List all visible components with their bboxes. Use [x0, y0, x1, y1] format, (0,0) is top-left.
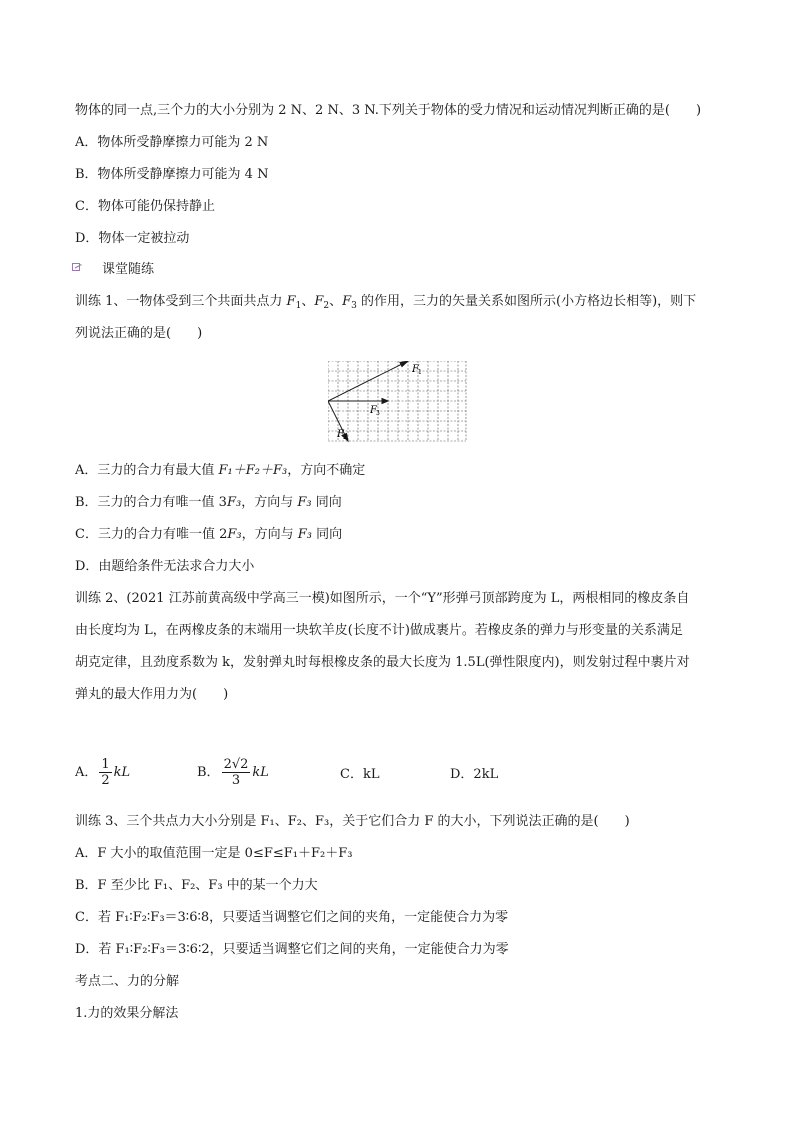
label-f2-sub: 2 [343, 434, 347, 441]
t2-option-c: C．kL [340, 767, 380, 782]
t3-stem: 训练 3、三个共点力大小分别是 F₁、F₂、F₃，关于它们合力 F 的大小，下列说法正确的是( ) [75, 814, 630, 829]
fraction-half: $\frac{1}{2}$ [101, 757, 110, 788]
t2-option-b: B． $\frac{2√2}{3}$ kL [197, 757, 269, 788]
fraction-two-root-two-thirds: $\frac{2√2}{3}$ [223, 757, 249, 788]
t1-option-b: B．三力的合力有唯一值 3F₃，方向与 F₃ 同向 [75, 495, 342, 510]
label-f2: F [337, 429, 344, 440]
label-f3-sub: 3 [376, 410, 380, 417]
t3-option-a: A．F 大小的取值范围一定是 0≤F≤F₁＋F₂＋F₃ [75, 846, 353, 861]
option-b: B．物体所受静摩擦力可能为 4 N [75, 167, 269, 182]
force-grid-figure [328, 361, 468, 443]
t1-stem-line2: 列说法正确的是( ) [75, 326, 203, 341]
t2-stem-line3: 胡克定律，且劲度系数为 k，发射弹丸时每根橡皮条的最大长度为 1.5L(弹性限度内)，则发射过程中裹片对 [75, 655, 690, 670]
question-stem: 物体的同一点,三个力的大小分别为 2 N、2 N、3 N.下列关于物体的受力情况和运动情况判断正确的是( ) [75, 103, 702, 118]
t2-stem-line1: 训练 2、(2021 江苏前黄高级中学高三一模)如图所示，一个“Y”形弹弓顶部跨度为 L，两根相同的橡皮条自 [75, 591, 690, 606]
t1-option-a: A．三力的合力有最大值 F₁＋F₂＋F₃，方向不确定 [75, 463, 366, 478]
label-f1: F [412, 364, 419, 375]
t1-option-d: D．由题给条件无法求合力大小 [75, 559, 255, 574]
option-a: A．物体所受静摩擦力可能为 2 N [75, 135, 269, 150]
option-c: C．物体可能仍保持静止 [75, 199, 215, 214]
label-f1-sub: 1 [418, 369, 422, 376]
t3-option-b: B．F 至少比 F₁、F₂、F₃ 中的某一个力大 [75, 878, 318, 893]
t2-stem-line2: 由长度均为 L，在两橡皮条的末端用一块软羊皮(长度不计)做成裹片。若橡皮条的弹力与形变量的关系满足 [75, 623, 683, 638]
section-classroom-title: 课堂随练 [102, 262, 155, 277]
t1-option-c: C．三力的合力有唯一值 2F₃，方向与 F₃ 同向 [75, 527, 343, 542]
t2-option-a: A． $\frac{1}{2}$ kL [75, 757, 131, 788]
section2-subtitle: 1.力的效果分解法 [75, 1006, 179, 1021]
section2-title: 考点二、力的分解 [75, 974, 180, 989]
t3-option-d: D．若 F₁∶F₂∶F₃＝3∶6∶2，只要适当调整它们之间的夹角，一定能使合力为零 [75, 942, 509, 957]
t1-stem-line1: 训练 1、一物体受到三个共面共点力 $F_1$、$F_2$、$F_3$ 的作用，三力的矢量关系如图所示(小方格边长相等)，则下 [75, 294, 697, 311]
option-d: D．物体一定被拉动 [75, 231, 190, 246]
label-f3: F [370, 405, 377, 416]
t3-option-c: C．若 F₁∶F₂∶F₃＝3∶6∶8，只要适当调整它们之间的夹角，一定能使合力为零 [75, 910, 509, 925]
t2-option-d: D．2kL [450, 767, 499, 782]
classroom-icon [72, 263, 82, 273]
t2-stem-line4: 弹丸的最大作用力为( ) [75, 687, 229, 702]
